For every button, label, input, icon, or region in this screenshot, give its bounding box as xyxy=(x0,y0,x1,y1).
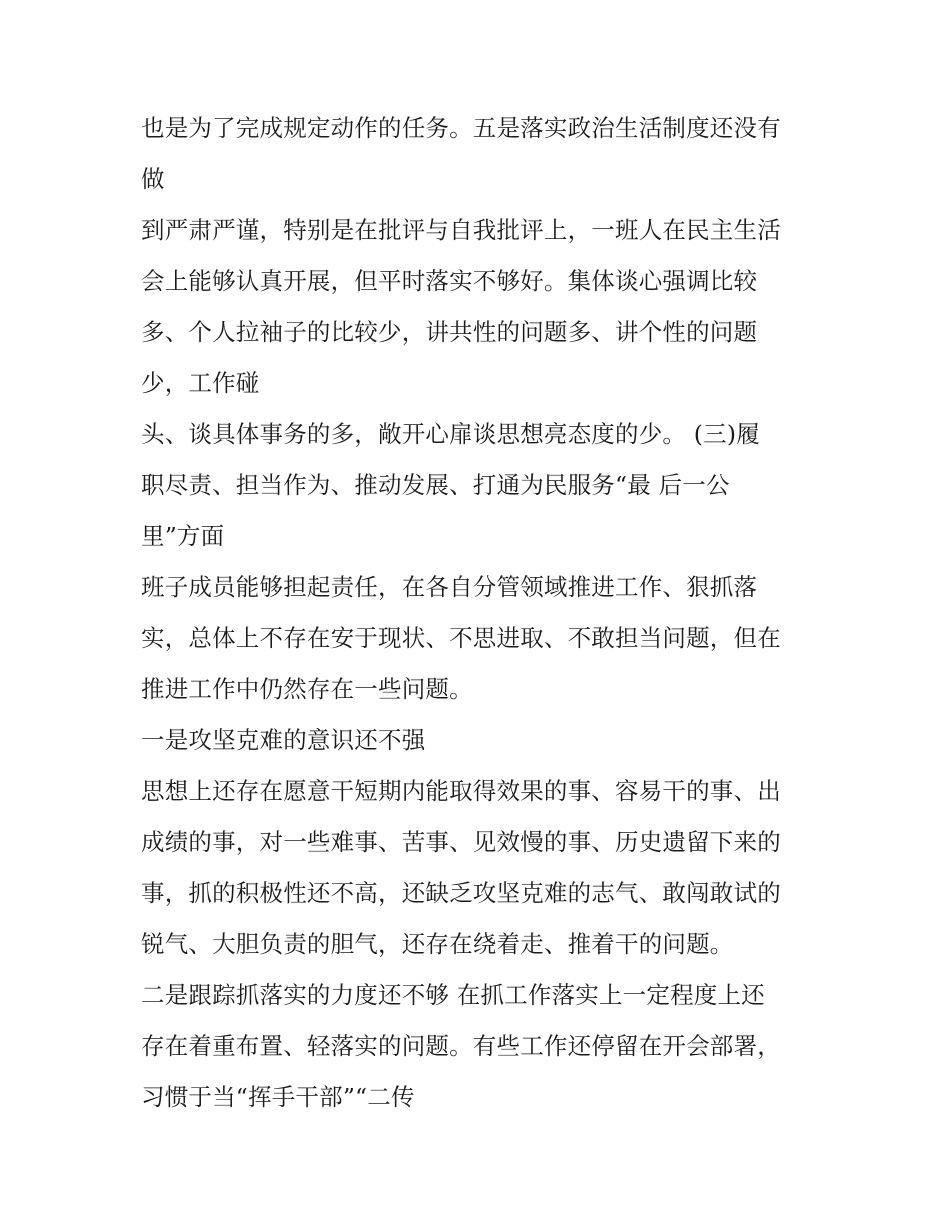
text-line: 成绩的事，对一些难事、苦事、见效慢的事、历史遗留下来的 xyxy=(141,828,781,856)
text-line: 少，工作碰 xyxy=(141,369,260,397)
text-line: 思想上还存在愿意干短期内能取得效果的事、容易干的事、出 xyxy=(141,777,781,805)
text-line: 存在着重布置、轻落实的问题。有些工作还停留在开会部署， xyxy=(141,1032,781,1060)
text-line: 也是为了完成规定动作的任务。五是落实政治生活制度还没有 xyxy=(141,114,781,142)
text-line: 推进工作中仍然存在一些问题。 xyxy=(141,675,473,703)
text-line: 多、个人拉袖子的比较少，讲共性的问题多、讲个性的问题 xyxy=(141,318,758,346)
text-line: 做 xyxy=(141,165,165,193)
text-line: 实，总体上不存在安于现状、不思进取、不敢担当问题，但在 xyxy=(141,624,781,652)
text-line: 里”方面 xyxy=(141,522,225,550)
text-line: 职尽责、担当作为、推动发展、打通为民服务“最 后一公 xyxy=(141,471,730,499)
text-line: 会上能够认真开展，但平时落实不够好。集体谈心强调比较 xyxy=(141,267,758,295)
text-line: 事，抓的积极性还不高，还缺乏攻坚克难的志气、敢闯敢试的 xyxy=(141,879,781,907)
text-line: 班子成员能够担起责任，在各自分管领域推进工作、狠抓落 xyxy=(141,573,758,601)
text-line: 一是攻坚克难的意识还不强 xyxy=(141,726,426,754)
text-line: 习惯于当“挥手干部”“二传 xyxy=(141,1083,415,1111)
text-line: 到严肃严谨，特别是在批评与自我批评上，一班人在民主生活 xyxy=(141,216,781,244)
text-line: 锐气、大胆负责的胆气，还存在绕着走、推着干的问题。 xyxy=(141,930,734,958)
text-line: 头、谈具体事务的多，敞开心扉谈思想亮态度的少。 (三)履 xyxy=(141,420,760,448)
text-line: 二是跟踪抓落实的力度还不够 在抓工作落实上一定程度上还 xyxy=(141,981,765,1009)
